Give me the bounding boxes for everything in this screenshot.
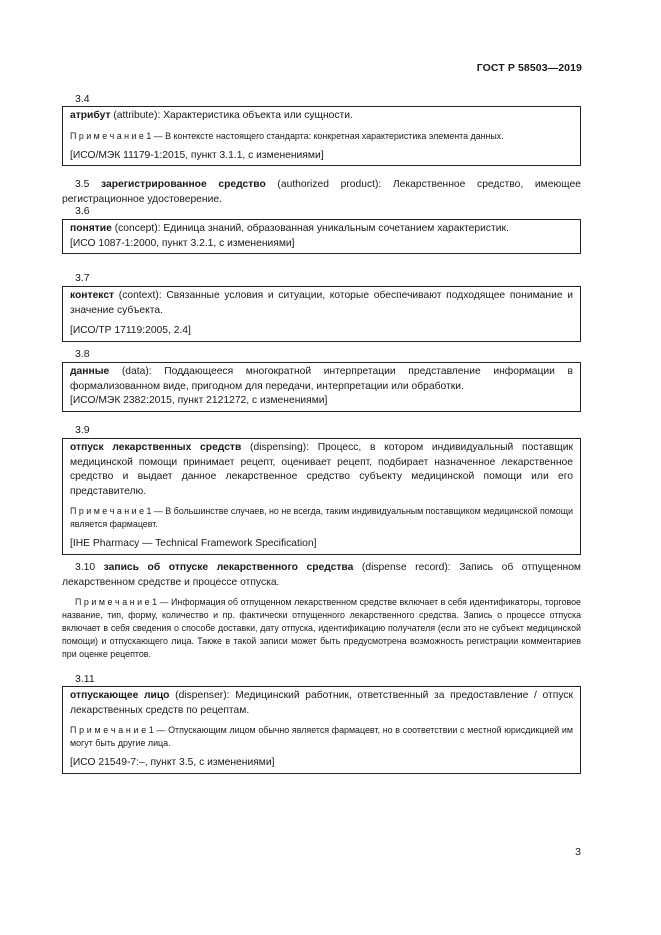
definition-text: (authorized product): Лекарственное средство, имеющее регистрационное удостоверение. <box>62 179 581 205</box>
note-label: П р и м е ч а н и е <box>70 506 145 516</box>
entry-number: 3.9 <box>75 424 90 436</box>
page-number: 3 <box>575 846 581 858</box>
standard-header: ГОСТ Р 58503—2019 <box>476 62 582 74</box>
term: данные <box>70 366 110 377</box>
note-text: 1 — В большинстве случаев, но не всегда, таким индивидуальным поставщиком медицинской помощи является фармацевт. <box>70 506 573 529</box>
term-box-3-11 <box>62 686 581 774</box>
definition-text: (dispense record): Запись об отпущенном лекарственном средстве и процессе отпуска. <box>62 562 582 588</box>
entry-number: 3.6 <box>75 205 90 217</box>
term-entry-3-10 <box>62 561 581 661</box>
definition-text: (attribute): Характеристика объекта или сущности. <box>110 110 353 121</box>
term: атрибут <box>70 110 111 121</box>
term-definition <box>62 561 581 590</box>
term-box-3-8 <box>62 362 581 412</box>
term-box-3-7 <box>62 286 581 342</box>
definition-text: (dispensing): Процесс, в котором индивидуальный поставщик медицинской помощи принимает рецепт, оценивает рецепт, подбирает назначенное лекарственное средство и выдает данное лекарственное средство субъекту медицинской помощи или его представителю. <box>70 442 574 497</box>
term-definition <box>70 365 573 394</box>
term-definition <box>62 178 581 207</box>
term-box-3-9 <box>62 438 581 555</box>
definition-text: (dispenser): Медицинский работник, ответственный за предоставление / отпуск лекарственных средств по рецептам. <box>70 690 573 716</box>
term: зарегистрированное средство <box>101 179 266 190</box>
entry-number: 3.5 <box>75 179 101 190</box>
entry-number: 3.11 <box>75 673 95 685</box>
note-text: 1 — Отпускающим лицом обычно является фармацевт, но в соответствии с местной юрисдикцией им могут быть другие лица. <box>70 725 573 748</box>
term-entry-3-5 <box>62 178 581 207</box>
note-text: 1 — Информация об отпущенном лекарственном средстве включает в себя идентификаторы, торговое название, тип, форму, количество и пр. фактически отпущенного лекарственного средства. Запись о процессе отпуска включает в себя сведения о способе доставки, дату отпуска, идентификацию получателя (если это не субъект медицинской помощи) и отпускающего лица. Также в такой записи может быть предусмотрена возможность регистрации комментариев при оценке рецептов. <box>62 597 581 659</box>
note-text: 1 — В контексте настоящего стандарта: конкретная характеристика элемента данных. <box>143 130 504 141</box>
entry-number: 3.7 <box>75 272 90 284</box>
term-note <box>70 505 573 531</box>
term: понятие <box>70 223 112 234</box>
note-label: П р и м е ч а н и е <box>70 130 144 141</box>
note-label: П р и м е ч а н и е <box>70 725 147 735</box>
term-source: [ИСО/МЭК 11179-1:2015, пункт 3.1.1, с изменениями] <box>70 149 324 161</box>
term-note <box>62 596 581 661</box>
term-box-3-4 <box>62 106 581 166</box>
term-source: [ИСО 21549-7:–, пункт 3.5, с изменениями] <box>70 757 275 768</box>
term-source: [ИСО/МЭК 2382:2015, пункт 2121272, с изменениями] <box>70 395 328 406</box>
definition-text: (context): Связанные условия и ситуации, которые обеспечивают подходящее понимание и значение субъекта. <box>70 290 573 316</box>
term-source: [ИСО 1087-1:2000, пункт 3.2.1, с изменениями] <box>70 237 295 249</box>
term: запись об отпуске лекарственного средства <box>103 562 354 573</box>
entry-number: 3.8 <box>75 348 90 360</box>
term: контекст <box>70 290 115 301</box>
entry-number: 3.10 <box>75 562 104 573</box>
definition-text: (data): Поддающееся многократной интерпретации представление информации в формализованном виде, пригодном для передачи, интерпретации или обработки. <box>70 366 573 392</box>
term-definition <box>70 441 573 499</box>
term-source: [ИСО/ТР 17119:2005, 2.4] <box>70 325 191 336</box>
term-definition <box>70 689 573 718</box>
term: отпуск лекарственных средств <box>70 442 242 453</box>
term: отпускающее лицо <box>70 690 170 701</box>
term-definition <box>70 289 573 318</box>
term-note <box>70 130 573 143</box>
term-definition <box>70 109 573 124</box>
term-box-3-6 <box>62 219 581 254</box>
term-source: [IHE Pharmacy — Technical Framework Specification] <box>70 538 317 549</box>
definition-text: (concept): Единица знаний, образованная уникальным сочетанием характеристик. <box>111 223 509 234</box>
term-definition <box>70 222 573 237</box>
note-label: П р и м е ч а н и е <box>75 597 150 607</box>
term-note <box>70 724 573 750</box>
entry-number: 3.4 <box>75 93 90 105</box>
